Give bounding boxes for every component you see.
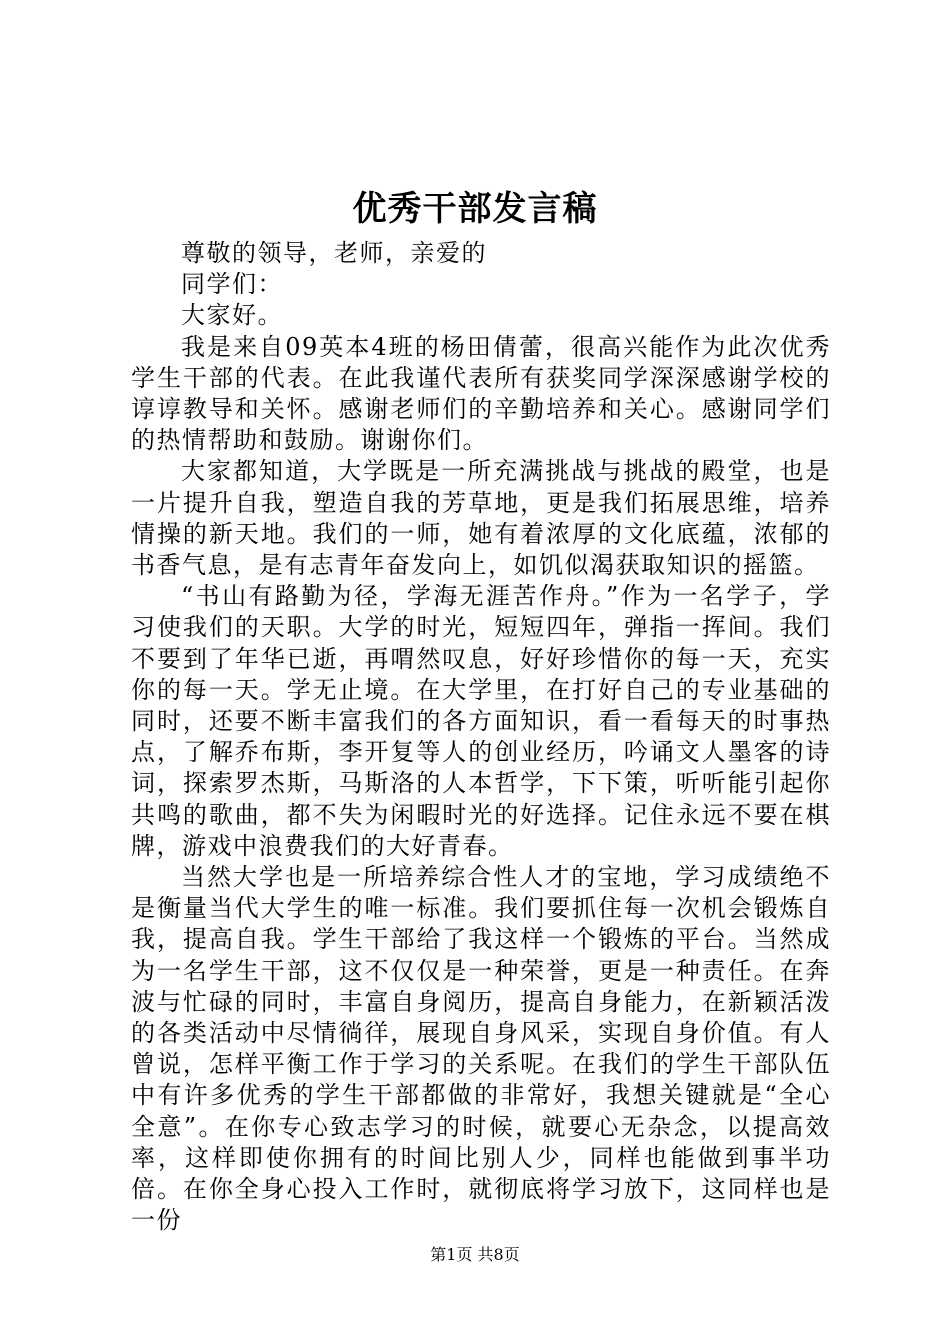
paragraph-university: 大家都知道，大学既是一所充满挑战与挑战的殿堂，也是一片提升自我，塑造自我的芳草地，更是我们拓展思维，培养情操的新天地。我们的一师，她有着浓厚的文化底蕴，浓郁的书香气息，是有志青年奋发向上，如饥似渴获取知识的摇篮。 [131,457,831,580]
paragraph-cadre: 当然大学也是一所培养综合性人才的宝地，学习成绩绝不是衡量当代大学生的唯一标准。我们要抓住每一次机会锻炼自我，提高自我。学生干部给了我这样一个锻炼的平台。当然成为一名学生干部，这不仅仅是一种荣誉，更是一种责任。在奔波与忙碌的同时，丰富自身阅历，提高自身能力，在新颖活泼的各类活动中尽情徜徉，展现自身风采，实现自身价值。有人曾说，怎样平衡工作于学习的关系呢。在我们的学生干部队伍中有许多优秀的学生干部都做的非常好，我想关键就是“全心全意”。在你专心致志学习的时候，就要心无杂念，以提高效率，这样即使你拥有的时间比别人少，同样也能做到事半功倍。在你全身心投入工作时，就彻底将学习放下，这同样也是一份 [131,863,831,1235]
greeting: 大家好。 [181,301,283,330]
salutation-line-2: 同学们： [181,270,283,299]
paragraph-study: “书山有路勤为径，学海无涯苦作舟。”作为一名学子，学习使我们的天职。大学的时光，短短四年，弹指一挥间。我们不要到了年华已逝，再喟然叹息，好好珍惜你的每一天，充实你的每一天。学无止境。在大学里，在打好自己的专业基础的同时，还要不断丰富我们的各方面知识，看一看每天的时事热点，了解乔布斯，李开复等人的创业经历，吟诵文人墨客的诗词，探索罗杰斯，马斯洛的人本哲学，下下策，听听能引起你共鸣的歌曲，都不失为闲暇时光的好选择。记住永远不要在棋牌，游戏中浪费我们的大好青春。 [131,582,831,860]
paragraph-intro: 我是来自09英本4班的杨田倩蕾，很高兴能作为此次优秀学生干部的代表。在此我谨代表所有获奖同学深深感谢学校的谆谆教导和关怀。感谢老师们的辛勤培养和关心。感谢同学们的热情帮助和鼓励。谢谢你们。 [131,332,831,455]
document-body [131,238,831,1237]
document-title: 优秀干部发言稿 [352,189,598,229]
page-footer: 第1页 共8页 [430,1245,520,1264]
salutation-line-1: 尊敬的领导，老师，亲爱的 [181,239,487,267]
